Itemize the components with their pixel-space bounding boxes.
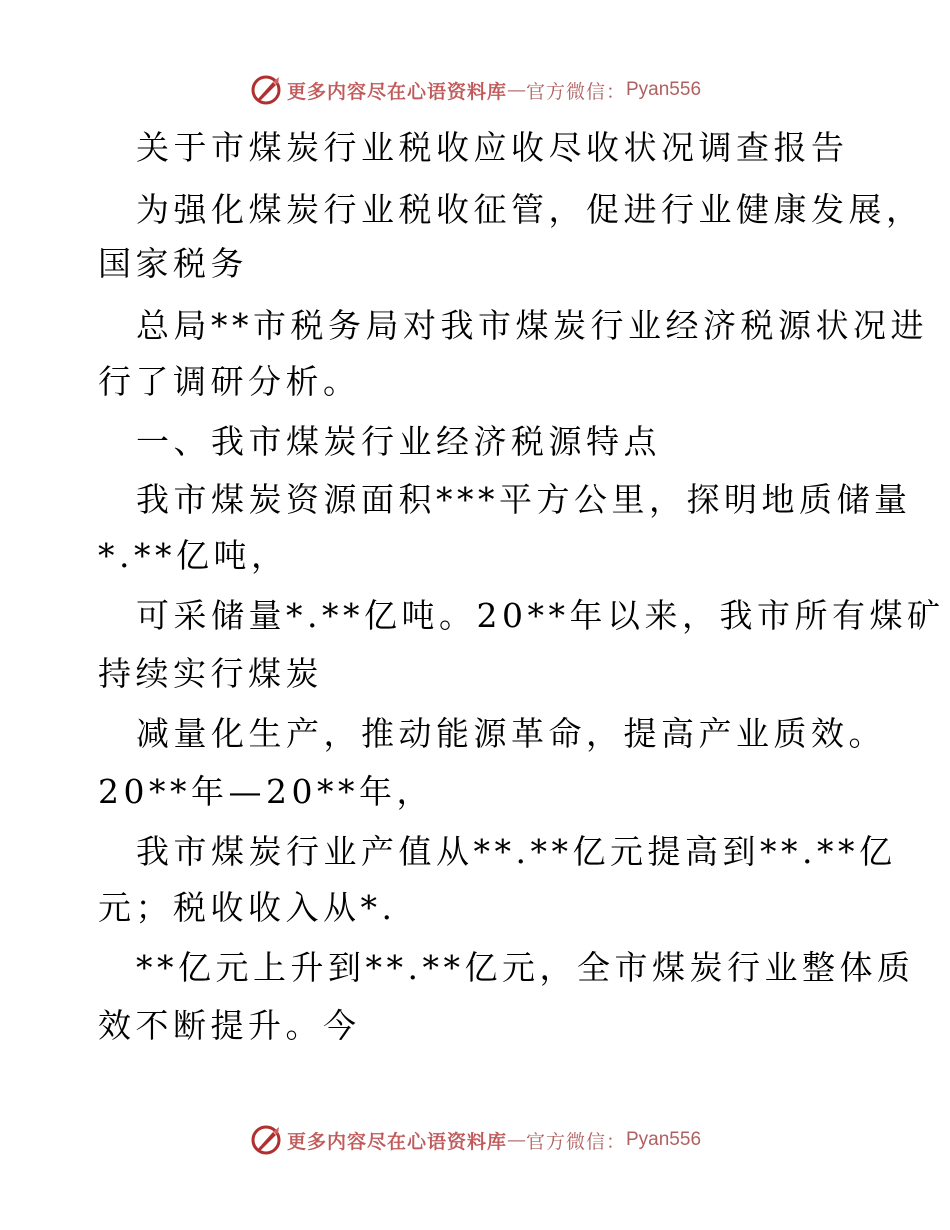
document-title: 关于市煤炭行业税收应收尽收状况调查报告 <box>136 128 849 167</box>
paragraph-line: 效不断提升。今 <box>98 1006 361 1045</box>
header-banner <box>0 70 950 110</box>
paragraph-line: 我市煤炭行业产值从**.**亿元提高到**.**亿 <box>136 832 897 871</box>
banner-wechat-id: Pyan556 <box>626 79 702 100</box>
paragraph-line: 减量化生产，推动能源革命，提高产业质效。 <box>136 714 886 753</box>
banner-wechat-id: Pyan556 <box>626 1129 702 1150</box>
paragraph-line: 总局**市税务局对我市煤炭行业经济税源状况进 <box>136 306 928 345</box>
paragraph-line: 可采储量*.**亿吨。20**年以来，我市所有煤矿 <box>136 596 945 635</box>
paragraph-line: 元；税收收入从*. <box>98 888 397 927</box>
paragraph-line: 行了调研分析。 <box>98 362 361 401</box>
paragraph-line: 国家税务 <box>98 244 248 283</box>
banner-brand: 更多内容尽在心语资料库 <box>286 1130 507 1153</box>
section-heading: 一、我市煤炭行业经济税源特点 <box>136 422 661 461</box>
paragraph-line: 20**年—20**年， <box>98 772 434 811</box>
banner-wechat-label: 官方微信： <box>525 80 626 103</box>
quill-pen-logo-icon <box>249 1123 283 1157</box>
banner-wechat-label: 官方微信： <box>525 1130 626 1153</box>
quill-pen-logo-icon <box>249 73 283 107</box>
footer-banner <box>0 1120 950 1160</box>
banner-brand: 更多内容尽在心语资料库 <box>286 80 507 103</box>
paragraph-line: 持续实行煤炭 <box>98 654 323 693</box>
paragraph-line: *.**亿吨， <box>98 536 289 575</box>
paragraph-line: 为强化煤炭行业税收征管，促进行业健康发展， <box>136 190 924 229</box>
banner-separator: — <box>506 79 526 101</box>
banner-separator: — <box>506 1129 526 1151</box>
paragraph-line: 我市煤炭资源面积***平方公里，探明地质储量 <box>136 480 912 519</box>
paragraph-line: **亿元上升到**.**亿元，全市煤炭行业整体质 <box>136 948 915 987</box>
